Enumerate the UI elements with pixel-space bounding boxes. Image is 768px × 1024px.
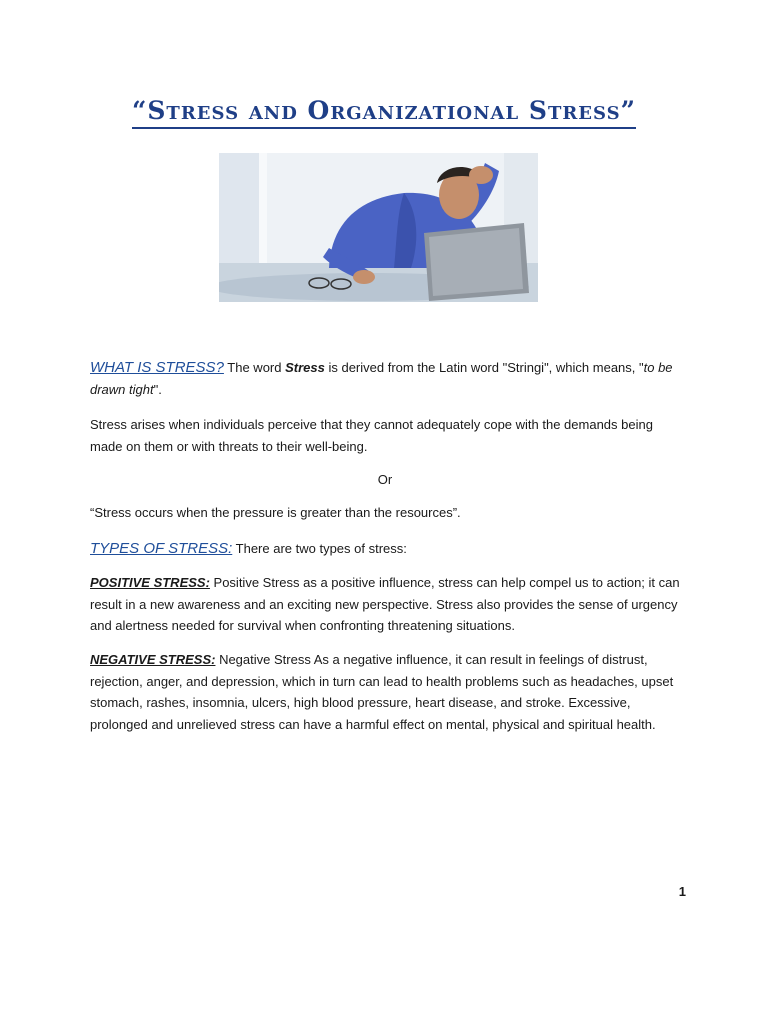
types-of-stress-heading: TYPES OF STRESS: [90,540,233,557]
drawn-tight-quote: to be drawn tight [90,360,673,397]
negative-stress-text: Negative Stress As a negative influence, it can result in feelings of distrust, rejection, anger, and depression, which in turn can lead to health problems such as headaches, upset stomach, rashes, insomnia, ulcers, high blood pressure, heart disease, and stroke. Excessive, prolonged and unrelieved stress can have a harmful effect on mental, physical and spiritual health. [90,652,674,732]
page-number: 1 [678,884,686,899]
types-of-stress-text: There are two types of stress: [232,541,407,556]
document-title [0,96,768,125]
stressed-man-illustration [219,153,538,302]
or-separator: Or [377,472,393,487]
what-is-stress-paragraph [90,357,680,400]
what-is-text-mid: is derived from the Latin word "Stringi", which means, " [324,360,644,375]
what-is-text-post: ". [153,381,162,397]
document-title-text: “Stress and Organizational Stress” [132,96,636,129]
what-is-text-pre: The word [223,360,286,375]
positive-stress-text: Positive Stress as a positive influence, stress can help compel us to action; it can result in a new awareness and an exciting new perspective. Stress also provides the sense of urgency and alertness needed for survival when confronting threatening situations. [90,575,680,633]
stress-occurs-quote: “Stress occurs when the pressure is greater than the resources”. [90,505,461,520]
stress-arises-paragraph: Stress arises when individuals perceive that they cannot adequately cope with the demands being made on them or with threats to their well-being. [90,417,653,454]
types-of-stress-paragraph [90,538,680,560]
positive-stress-paragraph [90,572,680,637]
positive-stress-label: POSITIVE STRESS: [90,575,210,590]
stressed-man-photo [219,153,538,302]
negative-stress-label: NEGATIVE STRESS: [90,652,216,667]
what-is-stress-heading: WHAT IS STRESS? [90,359,224,376]
stress-word: Stress [285,360,325,375]
negative-stress-paragraph [90,649,680,735]
